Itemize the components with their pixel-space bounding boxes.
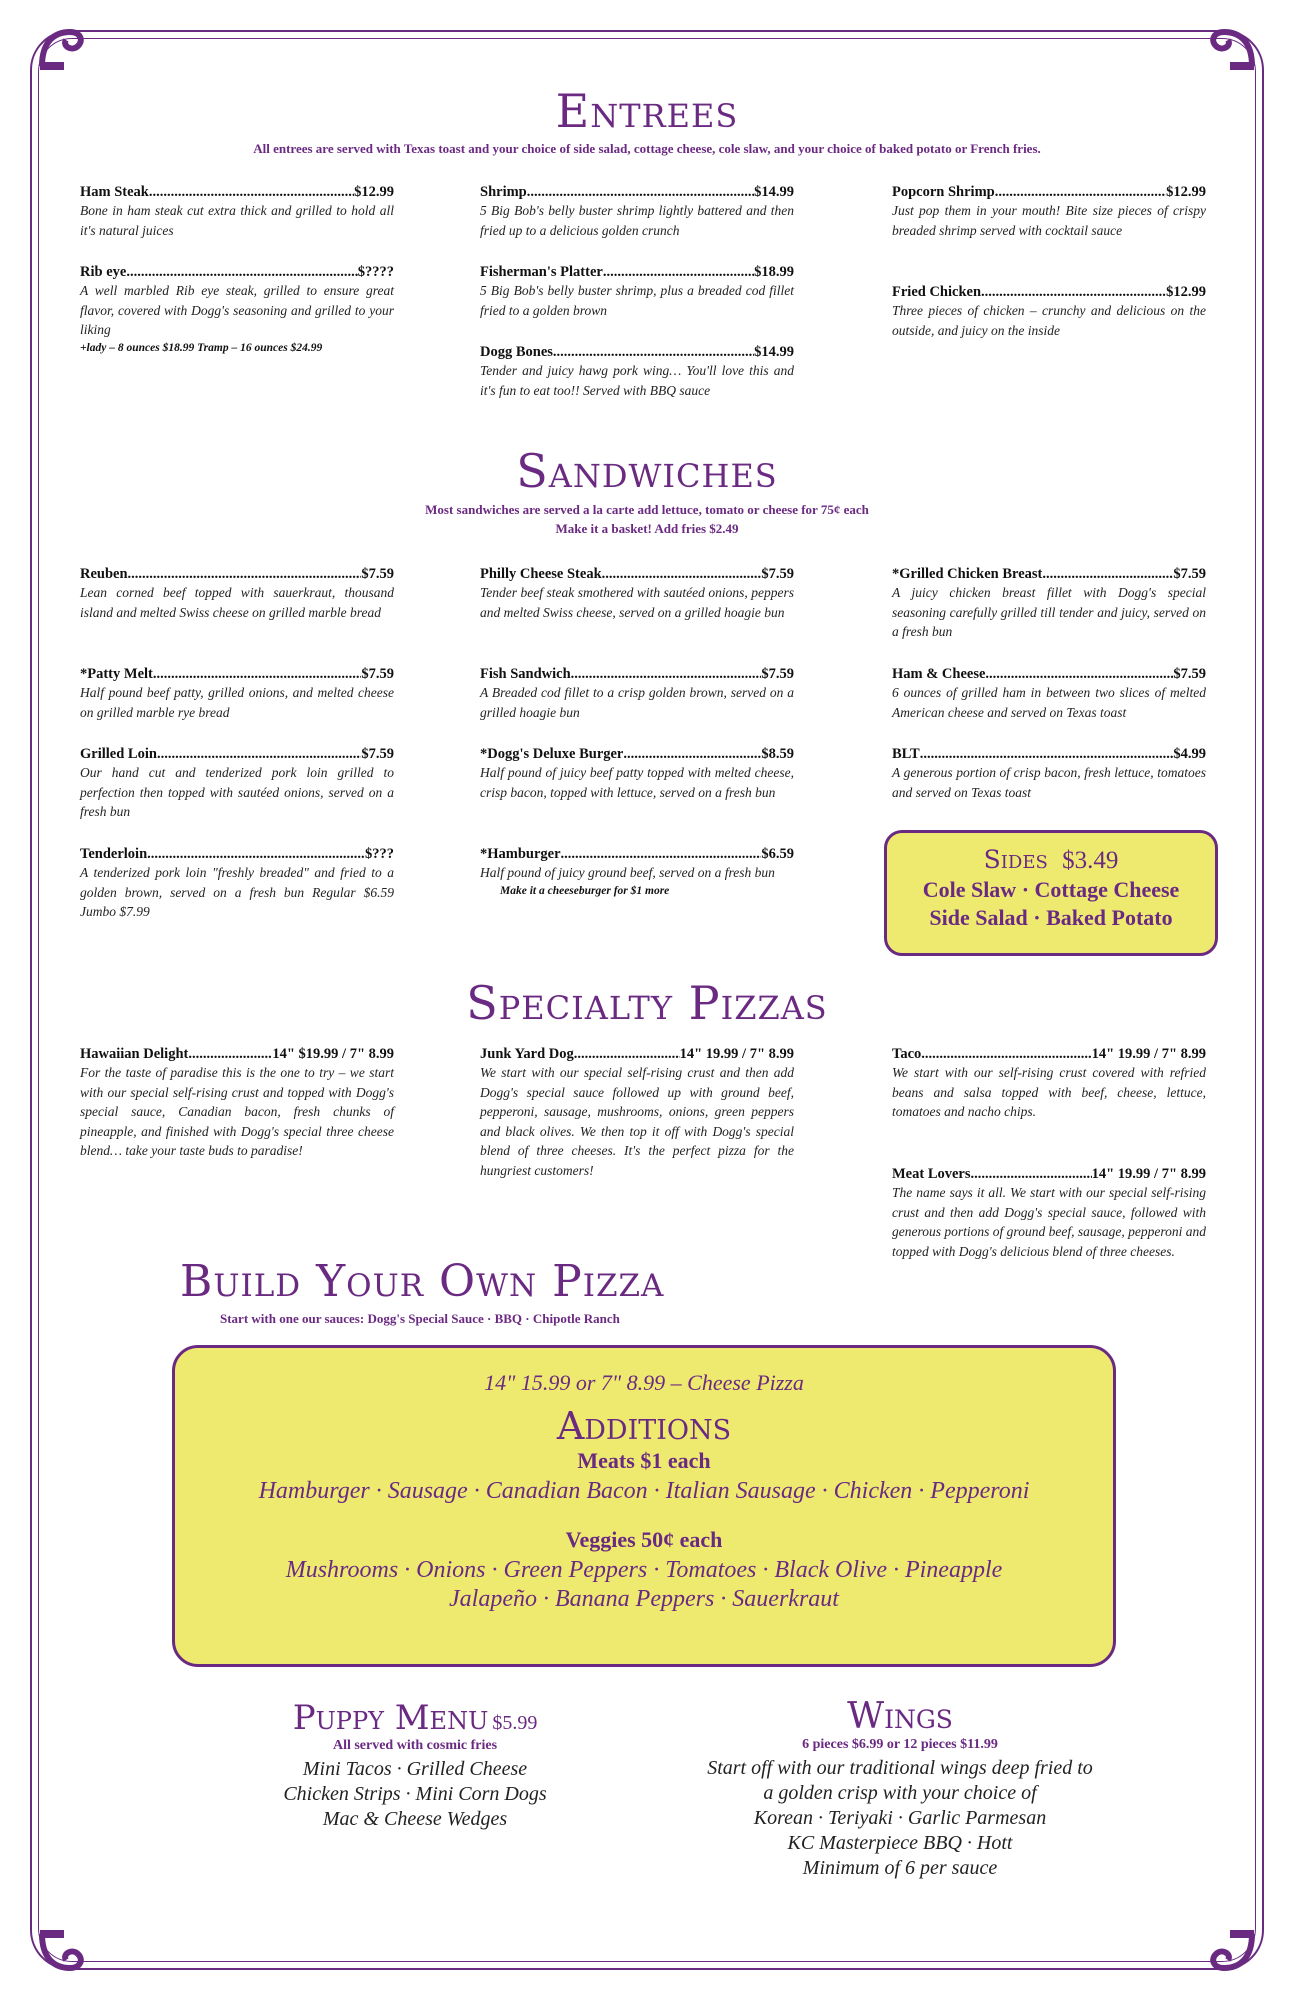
build-title: Build Your Own Pizza: [180, 1256, 665, 1307]
menu-item: Hawaiian Delight ..... 14" $19.99 / 7" 8.99 For the taste of paradise this is the one to try – we start with our special self-rising crust and topped with Dogg's special sauce, Canadian bacon, fresh chunks of pineapple, and finished with Dogg's special three cheese blend… take your taste buds to paradise!: [80, 1046, 394, 1161]
menu-item: Dogg Bones ..... $14.99 Tender and juicy hawg pork wing… You'll love this and it's fun to eat too!! Served with BBQ sauce: [480, 344, 794, 400]
sides-line-2: Side Salad · Baked Potato: [929, 905, 1173, 930]
puppy-line-2: Chicken Strips · Mini Corn Dogs: [283, 1783, 547, 1805]
menu-item: *Patty Melt ..... $7.59 Half pound beef patty, grilled onions, and melted cheese on grilled marble rye bread: [80, 666, 394, 722]
puppy-title: Puppy Menu: [292, 1698, 489, 1738]
corner-ornament-icon: [1204, 1922, 1260, 1978]
menu-item: Taco ..... 14" 19.99 / 7" 8.99 We start with our self-rising crust covered with refried beans and salsa topped with beef, cheese, lettuce, tomatoes and nacho chips.: [892, 1046, 1206, 1122]
corner-ornament-icon: [34, 22, 90, 78]
sandwiches-title: Sandwiches: [516, 444, 778, 498]
menu-item: *Hamburger ..... $6.59 Half pound of juicy ground beef, served on a fresh bun Make it a cheeseburger for $1 more: [480, 846, 794, 897]
pizzas-title: Specialty Pizzas: [466, 976, 828, 1030]
veggies-list-2: Jalapeño · Banana Peppers · Sauerkraut: [449, 1586, 839, 1612]
wings-title: Wings: [847, 1696, 953, 1737]
menu-item: Tenderloin ..... $??? A tenderized pork loin "freshly breaded" and fried to a golden brown, served on a fresh bun Regular $6.59 Jumbo $7.99: [80, 846, 394, 922]
sides-price: $3.49: [1062, 847, 1119, 874]
sandwiches-subtitle: Most sandwiches are served a la carte add lettuce, tomato or cheese for 75¢ each: [425, 502, 869, 517]
menu-item: Reuben ..... $7.59 Lean corned beef topped with sauerkraut, thousand island and melted Swiss cheese on grilled marble bread: [80, 566, 394, 622]
menu-item: Fish Sandwich ..... $7.59 A Breaded cod fillet to a crisp golden brown, served on a grilled hoagie bun: [480, 666, 794, 722]
puppy-line-1: Mini Tacos · Grilled Cheese: [302, 1758, 528, 1780]
entrees-subtitle: All entrees are served with Texas toast and your choice of side salad, cottage cheese, cole slaw, and your choice of baked potato or French fries.: [253, 141, 1041, 156]
sides-box: [884, 830, 1218, 956]
additions-title: Additions: [556, 1404, 732, 1448]
wings-line-5: Minimum of 6 per sauce: [802, 1857, 998, 1879]
menu-item: *Grilled Chicken Breast ..... $7.59 A juicy chicken breast fillet with Dogg's special seasoning carefully grilled till tender and juicy, served on a fresh bun: [892, 566, 1206, 642]
puppy-line-3: Mac & Cheese Wedges: [322, 1808, 508, 1830]
menu-item: Junk Yard Dog ..... 14" 19.99 / 7" 8.99 We start with our special self-rising crust and then add Dogg's special sauce followed up with ground beef, pepperoni, sausage, mushrooms, onions, green peppers and black olives. We then top it off with Dogg's special blend of three cheeses. It's the perfect pizza for the hungriest customers!: [480, 1046, 794, 1180]
veggies-title: Veggies 50¢ each: [565, 1527, 723, 1552]
meats-title: Meats $1 each: [577, 1448, 711, 1473]
menu-item: Popcorn Shrimp ..... $12.99 Just pop them in your mouth! Bite size pieces of crispy breaded shrimp served with cocktail sauce: [892, 184, 1206, 240]
menu-item: Rib eye ..... $???? A well marbled Rib eye steak, grilled to ensure great flavor, covered with Dogg's seasoning and grilled to your liking +lady – 8 ounces $18.99 Tramp – 16 ounces $24.99: [80, 264, 394, 354]
puppy-subtitle: All served with cosmic fries: [332, 1738, 498, 1753]
entrees-title: Entrees: [555, 84, 739, 138]
puppy-section: [190, 1698, 640, 1831]
build-subtitle: Start with one our sauces: Dogg's Special Sauce · BBQ · Chipotle Ranch: [220, 1311, 620, 1326]
sides-title: Sides: [983, 845, 1048, 874]
menu-item: Meat Lovers ..... 14" 19.99 / 7" 8.99 The name says it all. We start with our special self-rising crust and then add Dogg's special sauce, followed with generous portions of ground beef, sausage, pepperoni and topped with Dogg's delicious blend of three cheeses.: [892, 1166, 1206, 1261]
meats-list: Hamburger · Sausage · Canadian Bacon · Italian Sausage · Chicken · Pepperoni: [258, 1478, 1030, 1504]
menu-item: BLT ..... $4.99 A generous portion of crisp bacon, fresh lettuce, tomatoes and served on Texas toast: [892, 746, 1206, 802]
veggies-list-1: Mushrooms · Onions · Green Peppers · Tomatoes · Black Olive · Pineapple: [285, 1557, 1003, 1583]
wings-subtitle: 6 pieces $6.99 or 12 pieces $11.99: [802, 1737, 998, 1752]
puppy-price: $5.99: [492, 1712, 538, 1734]
menu-item: Philly Cheese Steak ..... $7.59 Tender beef steak smothered with sautéed onions, peppers and melted Swiss cheese, served on a grilled hoagie bun: [480, 566, 794, 622]
menu-item: Fisherman's Platter ..... $18.99 5 Big Bob's belly buster shrimp, plus a breaded cod fillet fried to a golden brown: [480, 264, 794, 320]
menu-item: Fried Chicken ..... $12.99 Three pieces of chicken – crunchy and delicious on the outside, and juicy on the inside: [892, 284, 1206, 340]
wings-line-3: Korean · Teriyaki · Garlic Parmesan: [753, 1807, 1047, 1829]
menu-item: Ham Steak ..... $12.99 Bone in ham steak cut extra thick and grilled to hold all it's natural juices: [80, 184, 394, 240]
sides-line-1: Cole Slaw · Cottage Cheese: [922, 877, 1180, 902]
menu-item: Shrimp ..... $14.99 5 Big Bob's belly buster shrimp lightly battered and then fried up to a delicious golden crunch: [480, 184, 794, 240]
build-base-price: 14" 15.99 or 7" 8.99 – Cheese Pizza: [484, 1370, 804, 1395]
wings-line-4: KC Masterpiece BBQ · Hott: [787, 1832, 1013, 1854]
menu-item: Ham & Cheese ..... $7.59 6 ounces of grilled ham in between two slices of melted American cheese and served on Texas toast: [892, 666, 1206, 722]
wings-line-1: Start off with our traditional wings deep fried to: [707, 1757, 1093, 1779]
wings-line-2: a golden crisp with your choice of: [763, 1782, 1037, 1804]
menu-item: Grilled Loin ..... $7.59 Our hand cut and tenderized pork loin grilled to perfection then topped with sautéed onions, served on a fresh bun: [80, 746, 394, 822]
corner-ornament-icon: [34, 1922, 90, 1978]
wings-section: [650, 1696, 1150, 1880]
sandwiches-basket-note: Make it a basket! Add fries $2.49: [555, 521, 739, 536]
additions-box: [172, 1345, 1116, 1667]
corner-ornament-icon: [1204, 22, 1260, 78]
menu-item: *Dogg's Deluxe Burger ..... $8.59 Half pound of juicy beef patty topped with melted cheese, crisp bacon, topped with lettuce, served on a fresh bun: [480, 746, 794, 802]
